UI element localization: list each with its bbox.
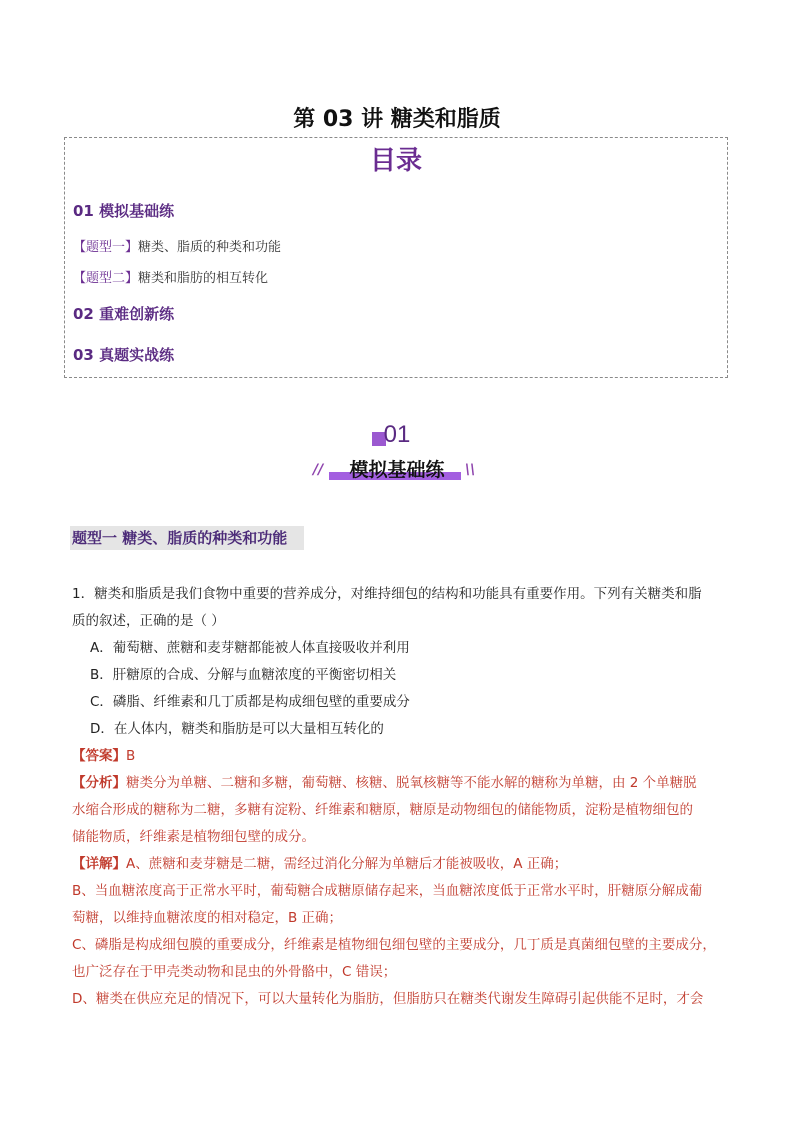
question-stem-line2: 质的叙述，正确的是（ ） xyxy=(72,613,225,629)
detail-line3: 萄糖，以维持血糖浓度的相对稳定，B 正确； xyxy=(72,910,343,926)
detail-line2: B、当血糖浓度高于正常水平时，葡萄糖合成糖原储存起来，当血糖浓度低于正常水平时，肝糖原分解成葡 xyxy=(72,883,703,899)
section-slash-left: // xyxy=(313,462,324,478)
analysis-line3: 储能物质，纤维素是植物细包壁的成分。 xyxy=(72,829,315,845)
section-title: 模拟基础练 xyxy=(349,459,445,481)
detail-line5: 也广泛存在于甲壳类动物和昆虫的外骨骼中，C 错误； xyxy=(72,964,397,980)
page-title: 第 03 讲 糖类和脂质 xyxy=(293,107,501,132)
table-of-contents xyxy=(64,137,728,378)
analysis-text: 糖类分为单糖、二糖和多糖，葡萄糖、核糖、脱氧核糖等不能水解的糖称为单糖，由 2 个单糖脱 xyxy=(126,775,697,791)
toc-item-01[interactable]: 01 模拟基础练 xyxy=(73,202,175,220)
toc-subitem-bracket: 【题型二】 xyxy=(73,271,139,286)
toc-subitem-type1[interactable] xyxy=(73,236,281,255)
toc-subitem-type2[interactable] xyxy=(73,267,268,286)
answer-line xyxy=(72,744,135,764)
toc-subitem-text: 糖类、脂质的种类和功能 xyxy=(138,240,282,255)
analysis-label: 【分析】 xyxy=(72,775,126,791)
section-slash-right: \\ xyxy=(465,462,476,478)
question-type-heading: 题型一 糖类、脂质的种类和功能 xyxy=(70,526,304,550)
toc-subitem-text: 糖类和脂肪的相互转化 xyxy=(138,271,269,286)
answer-label: 【答案】 xyxy=(72,748,126,764)
option-b: B．肝糖原的合成、分解与血糖浓度的平衡密切相关 xyxy=(90,667,397,683)
analysis-line2: 水缩合形成的糖称为二糖，多糖有淀粉、纤维素和糖原，糖原是动物细包的储能物质，淀粉是植物细包的 xyxy=(72,802,693,818)
detail-line1 xyxy=(72,852,567,872)
toc-heading: 目录 xyxy=(369,146,422,176)
detail-line4: C、磷脂是构成细包膜的重要成分，纤维素是植物细包细包壁的主要成分，几丁质是真菌细包壁的主要成分， xyxy=(72,937,716,953)
option-a: A．葡萄糖、蔗糖和麦芽糖都能被人体直接吸收并利用 xyxy=(90,640,410,656)
answer-value: B xyxy=(126,748,136,764)
option-d: D．在人体内，糖类和脂肪是可以大量相互转化的 xyxy=(90,721,384,737)
toc-item-02[interactable]: 02 重难创新练 xyxy=(73,305,175,323)
toc-subitem-bracket: 【题型一】 xyxy=(73,240,139,255)
toc-item-03[interactable]: 03 真题实战练 xyxy=(73,346,175,364)
analysis-line1 xyxy=(72,771,697,791)
detail-text: A、蔗糖和麦芽糖是二糖，需经过消化分解为单糖后才能被吸收，A 正确； xyxy=(126,856,568,872)
detail-label: 【详解】 xyxy=(72,856,126,872)
question-stem-line1: 1．糖类和脂质是我们食物中重要的营养成分，对维持细包的结构和功能具有重要作用。下列有关糖类和脂 xyxy=(72,586,702,602)
option-c: C．磷脂、纤维素和几丁质都是构成细包壁的重要成分 xyxy=(90,694,410,710)
detail-line6: D、糖类在供应充足的情况下，可以大量转化为脂肪，但脂肪只在糖类代谢发生障碍引起供能不足时，才会 xyxy=(72,991,704,1007)
section-number: 01 xyxy=(383,421,411,448)
